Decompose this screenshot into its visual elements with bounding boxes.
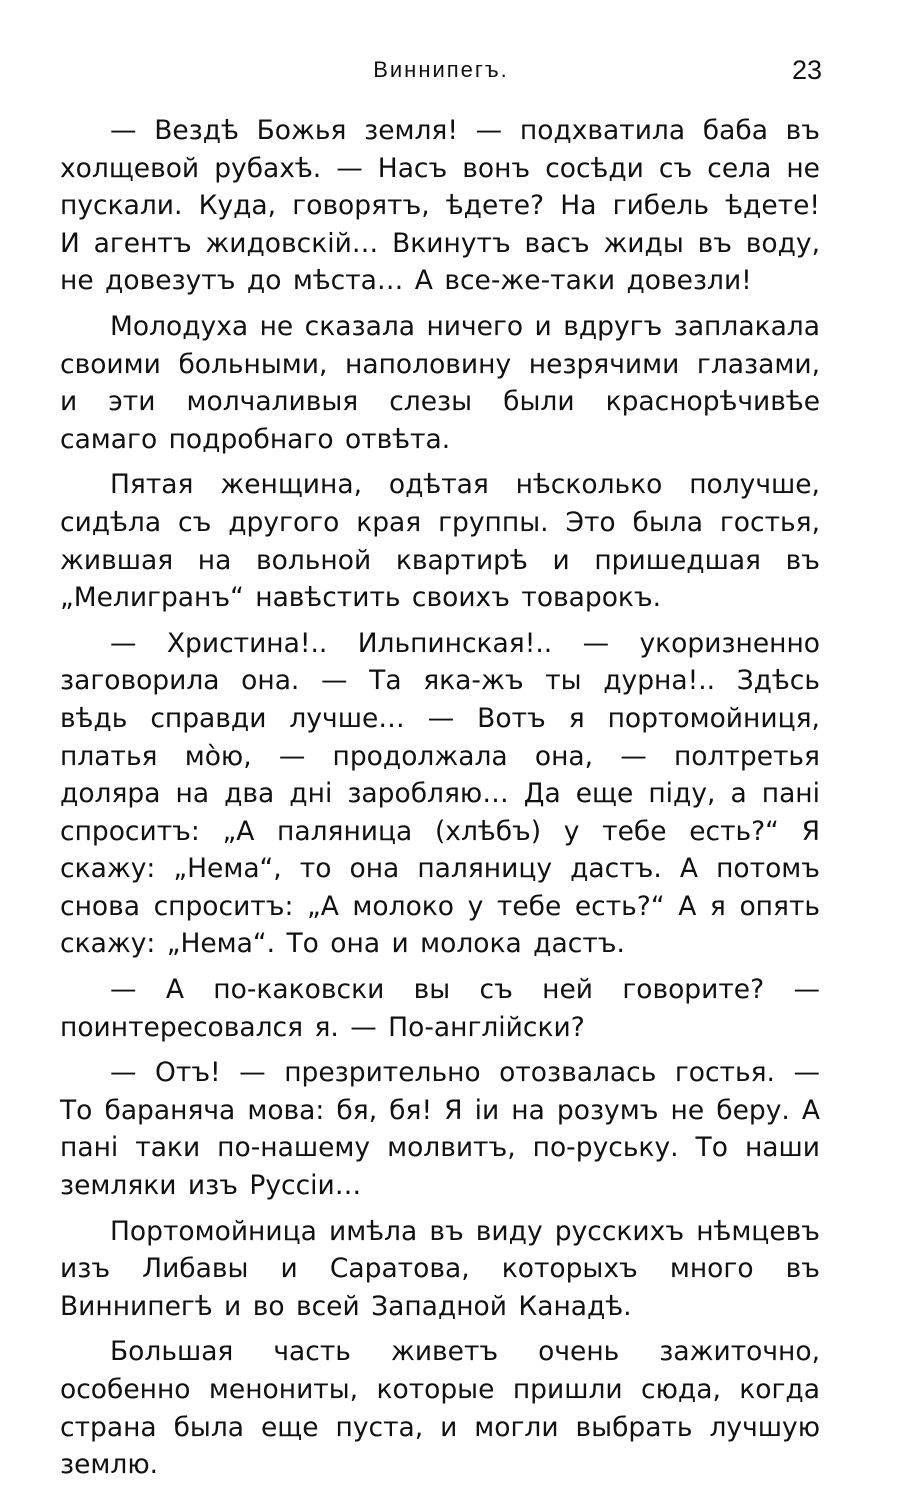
- paragraph: Портомойница имѣла въ виду русскихъ нѣмцевъ изъ Либавы и Саратова, которыхъ много въ Виннипегѣ и во всей Западной Канадѣ.: [60, 1215, 820, 1322]
- paragraph: — Отъ! — презрительно отозвалась гостья. — То бараняча мова: бя, бя! Я iи на розумъ не беру. А панi таки по-нашему молвитъ, по-руську. То наши земляки изъ Руссiи…: [60, 1057, 820, 1202]
- page-number: 23: [791, 55, 822, 85]
- paragraph: Молодуха не сказала ничего и вдругъ заплакала своими больными, наполовину незрячими глазами, и эти молчаливыя слезы были краснорѣчивѣе самаго подробнаго отвѣта.: [60, 310, 820, 455]
- paragraph: Пятая женщина, одѣтая нѣсколько получше, сидѣла съ другого края группы. Это была гостья, жившая на вольной квартирѣ и пришедшая въ „Мелигранъ“ навѣстить своихъ товарокъ.: [60, 469, 820, 614]
- paragraph: — Христина!.. Ильпинская!.. — укоризненно заговорила она. — Та яка-жъ ты дурна!.. Здѣсь вѣдь справди лучше… — Вотъ я портомойниця, платья мòю, — продолжала она, — полтретья доляра на два днi заробляю… Да еще пiду, а панi спроситъ: „А паляница (хлѣбъ) у тебе есть?“ Я скажу: „Нема“, то она паляницу дастъ. А потомъ снова спроситъ: „А молоко у тебе есть?“ А я опять скажу: „Нема“. То она и молока дастъ.: [60, 627, 820, 960]
- paragraph: — А по-каковски вы съ ней говорите? — поинтересовался я. — По-англiйски?: [60, 974, 820, 1043]
- running-title: Виннипегъ.: [373, 57, 509, 82]
- paragraph: — Вездѣ Божья земля! — подхватила баба въ холщевой рубахѣ. — Насъ вонъ сосѣди съ села не пускали. Куда, говорятъ, ѣдете? На гибель ѣдете! И агентъ жидовскій… Вкинутъ васъ жиды въ воду, не довезутъ до мѣста… А все-же-таки довезли!: [60, 115, 820, 297]
- body-text: [60, 112, 820, 1492]
- running-head: [60, 52, 822, 88]
- paragraph: Большая часть живетъ очень зажиточно, особенно менониты, которые пришли сюда, когда страна была еще пуста, и могли выбрать лучшую землю.: [60, 1336, 820, 1481]
